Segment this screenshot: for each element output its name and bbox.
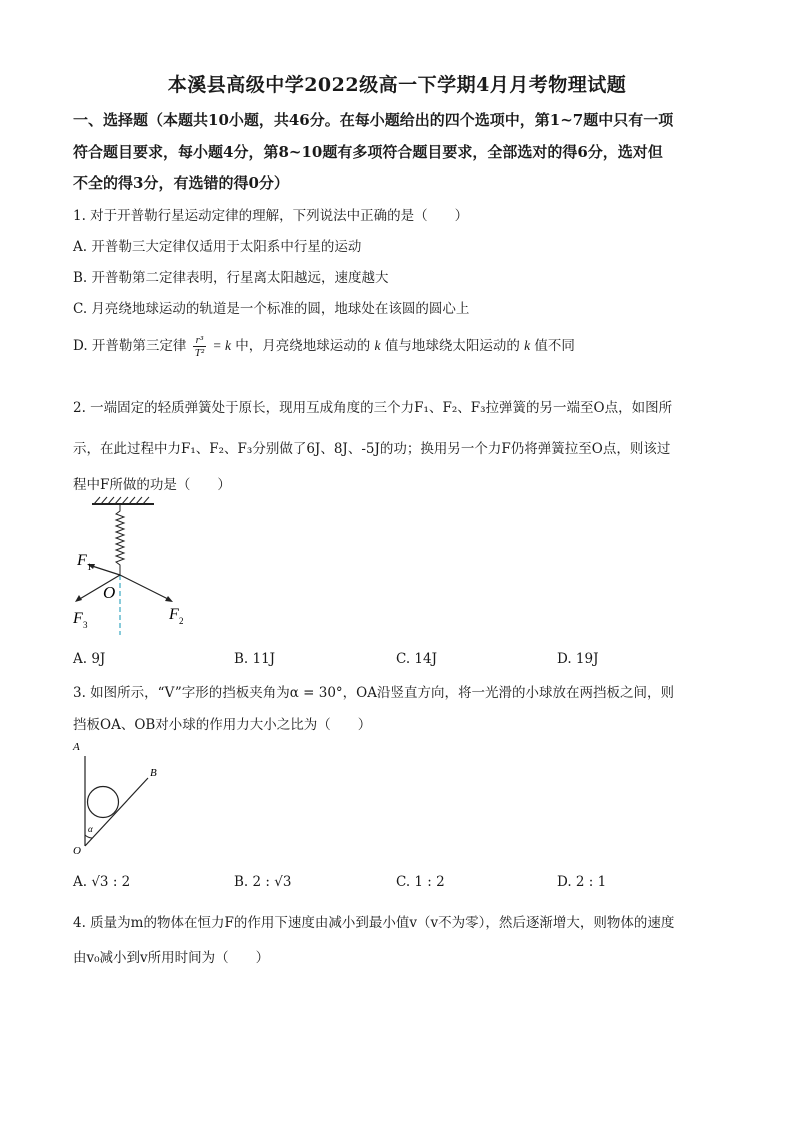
q2-option-b: B. 11J (234, 651, 276, 667)
board-ob (85, 778, 148, 846)
ceiling-hatch (94, 497, 149, 504)
label-f1-sub: 1 (87, 562, 92, 572)
q1-option-d (73, 334, 575, 359)
q1-d-end: 值不同 (534, 338, 575, 354)
q1-d-prefix: D. 开普勒第三定律 (73, 338, 187, 354)
label-alpha: α (88, 824, 93, 834)
q1-d-k2: k (524, 338, 531, 353)
q2-line1: 2. 一端固定的轻质弹簧处于原长，现用互成角度的三个力F₁、F₂、F₃拉弹簧的另一端至O点，如图所 (73, 400, 673, 416)
force-f2-arrow (120, 575, 170, 600)
q4-line2: 由v₀减小到v所用时间为（ ） (73, 950, 270, 966)
angle-arc (85, 835, 92, 838)
section-instructions-line2: 符合题目要求，每小题4分，第8~10题有多项符合题目要求，全部选对的得6分，选对但 (73, 143, 663, 161)
spring-force-diagram (70, 495, 200, 635)
ball-circle (88, 787, 119, 818)
kepler-fraction-denominator: T² (194, 347, 205, 359)
q3-option-c: C. 1 : 2 (396, 874, 445, 890)
q1-option-b: B. 开普勒第二定律表明，行星离太阳越远，速度越大 (73, 270, 389, 286)
q1-d-k1: k (374, 338, 381, 353)
label-f3-sub: 3 (83, 620, 88, 630)
q2-line2: 示，在此过程中力F₁、F₂、F₃分别做了6J、8J、-5J的功；换用另一个力F仍将弹簧拉至O点，则该过 (73, 441, 671, 457)
q3-option-b: B. 2 : √3 (234, 874, 292, 890)
force-f3-arrowhead (75, 595, 82, 602)
q3-option-a: A. √3 : 2 (73, 874, 131, 890)
q1-option-c: C. 月亮绕地球运动的轨道是一个标准的圆，地球处在该圆的圆心上 (73, 301, 470, 317)
kepler-fraction-numerator: r³ (193, 334, 206, 347)
section-instructions-line1: 一、选择题（本题共10小题，共46分。在每小题给出的四个选项中，第1~7题中只有一项 (73, 111, 674, 129)
q2-option-d: D. 19J (557, 651, 599, 667)
section-instructions-line3: 不全的得3分，有选错的得0分） (73, 174, 289, 192)
q4-line1: 4. 质量为m的物体在恒力F的作用下速度由减小到最小值v（v不为零），然后逐渐增大，则物体的速度 (73, 915, 675, 931)
label-f3: F (73, 610, 83, 627)
q2-option-a: A. 9J (73, 651, 106, 667)
q3-line2: 挡板OA、OB对小球的作用力大小之比为（ ） (73, 717, 372, 733)
label-o: O (73, 845, 81, 857)
v-board-diagram (70, 738, 165, 860)
q1-option-a: A. 开普勒三大定律仅适用于太阳系中行星的运动 (73, 239, 362, 255)
q3-option-d: D. 2 : 1 (557, 874, 607, 890)
q1-d-mid2: 值与地球绕太阳运动的 (384, 338, 520, 354)
q2-option-c: C. 14J (396, 651, 438, 667)
q3-line1: 3. 如图所示，“V”字形的挡板夹角为α = 30°，OA沿竖直方向，将一光滑的小球放在两挡板之间，则 (73, 685, 674, 701)
label-b: B (150, 767, 157, 779)
label-f1: F (77, 552, 87, 569)
label-f2-sub: 2 (179, 616, 184, 626)
label-o: O (103, 583, 116, 602)
kepler-fraction (193, 334, 206, 359)
kepler-equals-k: = k (212, 338, 231, 353)
label-a: A (73, 741, 80, 753)
label-f2: F (169, 606, 179, 623)
q1-d-mid1: 中，月亮绕地球运动的 (235, 338, 371, 354)
page-title: 本溪县高级中学2022级高一下学期4月月考物理试题 (167, 74, 627, 96)
force-f2-arrowhead (165, 596, 173, 602)
q2-line3: 程中F所做的功是（ ） (73, 477, 231, 493)
spring-coil (116, 505, 124, 575)
q1-stem: 1. 对于开普勒行星运动定律的理解，下列说法中正确的是（ ） (73, 208, 469, 224)
